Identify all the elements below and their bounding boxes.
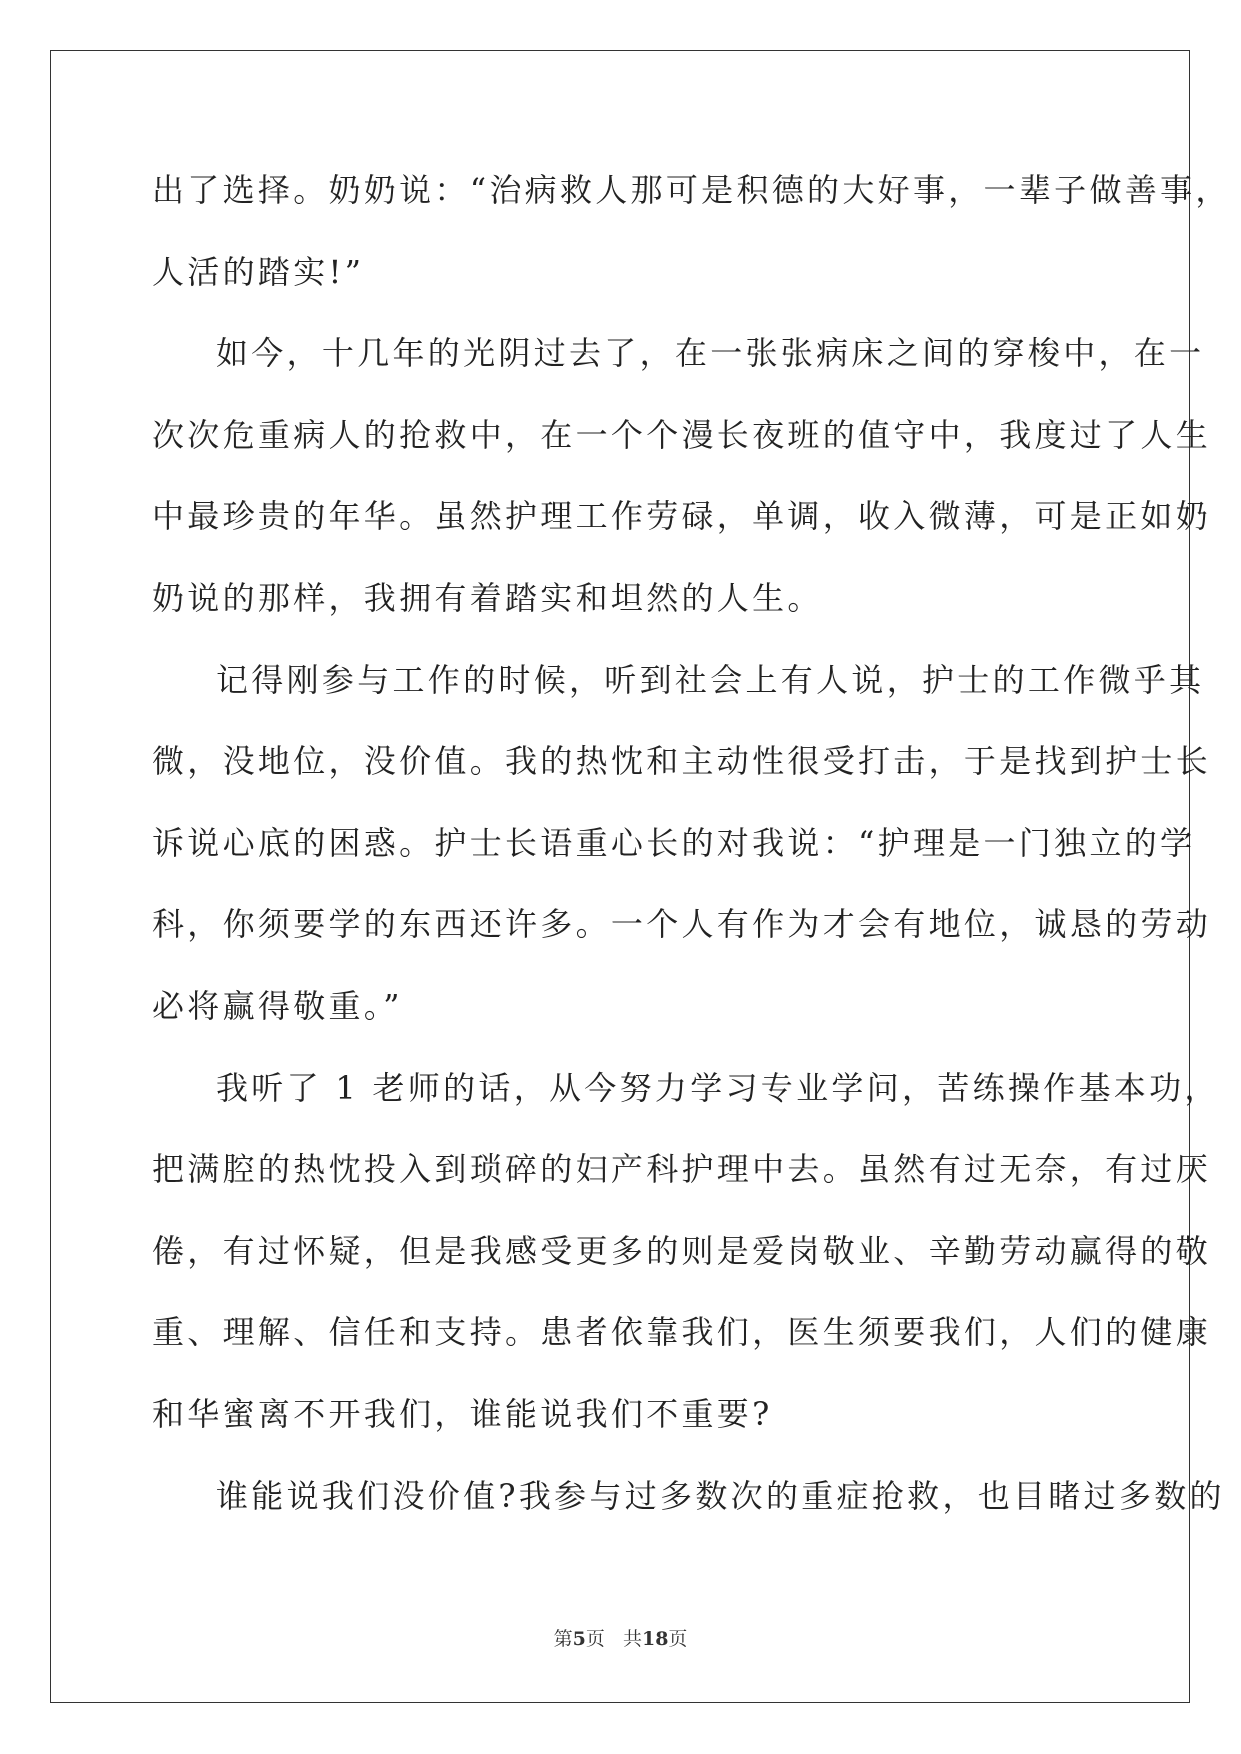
footer-total-prefix: 共: [622, 1628, 642, 1650]
text-line: 诉说心底的困惑。护士长语重心长的对我说：“护理是一门独立的学: [152, 823, 1196, 862]
footer-page-suffix: 页: [585, 1628, 605, 1650]
text-line: 中最珍贵的年华。虽然护理工作劳碌，单调，收入微薄，可是正如奶: [152, 497, 1212, 536]
text-line: 人活的踏实!”: [152, 252, 365, 291]
text-line: 出了选择。奶奶说：“治病救人那可是积德的大好事，一辈子做善事，: [152, 171, 1231, 209]
text-line: 必将赢得敬重。”: [152, 986, 403, 1025]
page-footer: [0, 1624, 1241, 1651]
text-line: 和华蜜离不开我们，谁能说我们不重要?: [152, 1394, 773, 1433]
text-line: 科，你须要学的东西还许多。一个人有作为才会有地位，诚恳的劳动: [152, 905, 1212, 944]
text-line: 倦，有过怀疑，但是我感受更多的则是爱岗敬业、辛勤劳动赢得的敬: [152, 1231, 1212, 1270]
footer-total-suffix: 页: [668, 1628, 688, 1650]
text-line: 记得刚参与工作的时候，听到社会上有人说，护士的工作微乎其: [216, 660, 1205, 699]
text-line: 谁能说我们没价值?我参与过多数次的重症抢救，也目睹过多数的: [216, 1476, 1225, 1515]
document-body: [152, 164, 1231, 1551]
footer-prefix: 第: [553, 1628, 573, 1650]
text-line: 重、理解、信任和支持。患者依靠我们，医生须要我们，人们的健康: [152, 1313, 1212, 1352]
text-line: 把满腔的热忱投入到琐碎的妇产科护理中去。虽然有过无奈，有过厌: [152, 1150, 1212, 1189]
text-line: 如今，十几年的光阴过去了，在一张张病床之间的穿梭中，在一: [216, 334, 1205, 373]
total-pages-number: 18: [641, 1628, 669, 1650]
text-line: 奶说的那样，我拥有着踏实和坦然的人生。: [152, 578, 823, 617]
text-line: 次次危重病人的抢救中，在一个个漫长夜班的值守中，我度过了人生: [152, 415, 1212, 454]
text-line: 我听了 1 老师的话，从今努力学习专业学问，苦练操作基本功，: [216, 1068, 1220, 1107]
current-page-number: 5: [572, 1628, 586, 1650]
text-line: 微，没地位，没价值。我的热忱和主动性很受打击，于是找到护士长: [152, 742, 1212, 781]
